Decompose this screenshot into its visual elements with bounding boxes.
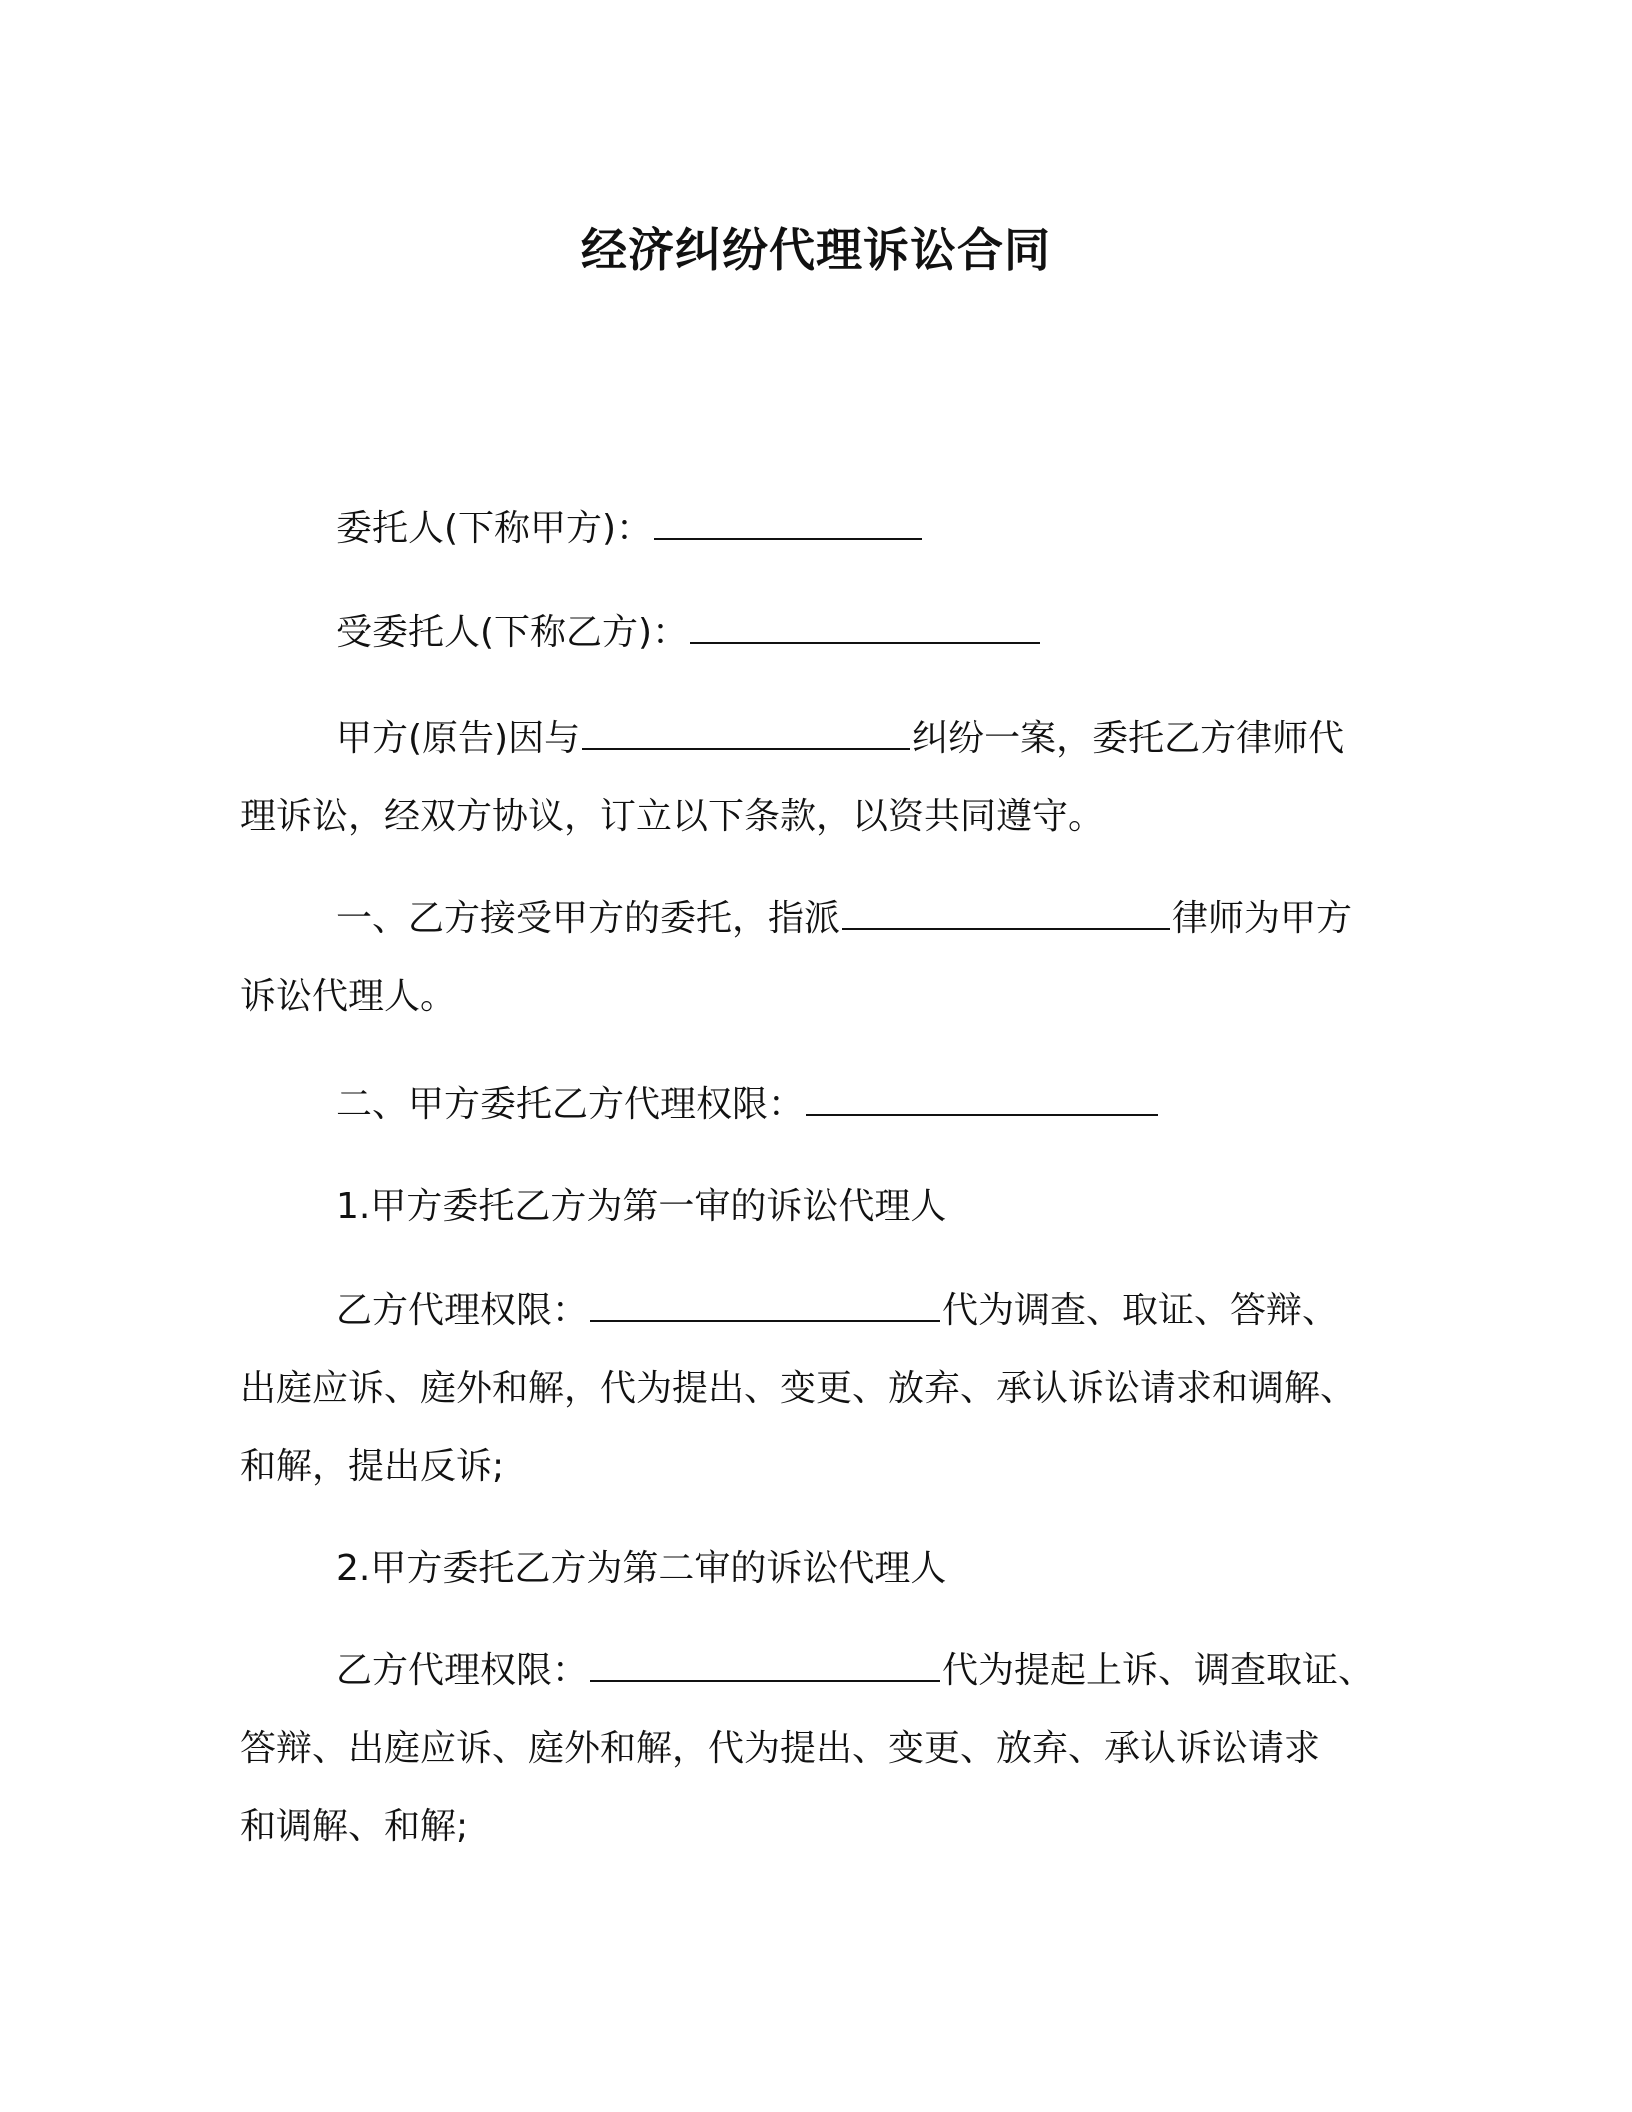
clause1-line-1 (336, 880, 1352, 958)
item1-blank (590, 1290, 940, 1322)
intro-part1: 甲方(原告)因与 (336, 718, 581, 759)
intro-line-1 (336, 700, 1344, 778)
clause2-label: 二、甲方委托乙方代理权限： (336, 1084, 805, 1125)
clause1-line-2 (240, 958, 456, 1036)
item2-part3: 和调解、和解; (240, 1806, 469, 1847)
intro-part3: 理诉讼，经双方协议，订立以下条款，以资共同遵守。 (240, 796, 1105, 837)
item1-line-2 (240, 1350, 1356, 1428)
item1-heading: 1.甲方委托乙方为第一审的诉讼代理人 (336, 1186, 947, 1227)
item1-line-3 (240, 1428, 504, 1506)
intro-part2: 纠纷一案，委托乙方律师代 (912, 718, 1345, 759)
authority-blank (806, 1084, 1158, 1116)
item2-line-1 (336, 1632, 1374, 1710)
dispute-blank (582, 718, 910, 750)
intro-line-2 (240, 778, 1104, 856)
item1-part1: 代为调查、取证、答辩、 (942, 1290, 1339, 1331)
item1-label: 乙方代理权限： (336, 1290, 589, 1331)
party-a-line (336, 490, 924, 568)
clause1-part1: 一、乙方接受甲方的委托，指派 (336, 898, 841, 939)
item2-heading: 2.甲方委托乙方为第二审的诉讼代理人 (336, 1548, 947, 1589)
item2-part1: 代为提起上诉、调查取证、 (942, 1650, 1375, 1691)
party-b-label: 受委托人(下称乙方)： (336, 612, 689, 653)
item2-label: 乙方代理权限： (336, 1650, 589, 1691)
clause1-part2: 律师为甲方 (1172, 898, 1353, 939)
document-title: 经济纠纷代理诉讼合同 (581, 223, 1051, 277)
item2-blank (590, 1650, 940, 1682)
item2-line-2 (240, 1710, 1320, 1788)
item2-part2: 答辩、出庭应诉、庭外和解，代为提出、变更、放弃、承认诉讼请求 (240, 1728, 1321, 1769)
clause1-part3: 诉讼代理人。 (240, 976, 457, 1017)
party-b-blank (690, 612, 1040, 644)
lawyer-blank (842, 898, 1170, 930)
item1-part2: 出庭应诉、庭外和解，代为提出、变更、放弃、承认诉讼请求和调解、 (240, 1368, 1357, 1409)
item1-part3: 和解，提出反诉; (240, 1446, 505, 1487)
party-a-label: 委托人(下称甲方)： (336, 508, 653, 549)
item2-line-3 (240, 1788, 468, 1866)
party-b-line (336, 594, 1042, 672)
clause2-line (336, 1066, 1160, 1144)
item1-line-1 (336, 1272, 1338, 1350)
party-a-blank (654, 508, 922, 540)
